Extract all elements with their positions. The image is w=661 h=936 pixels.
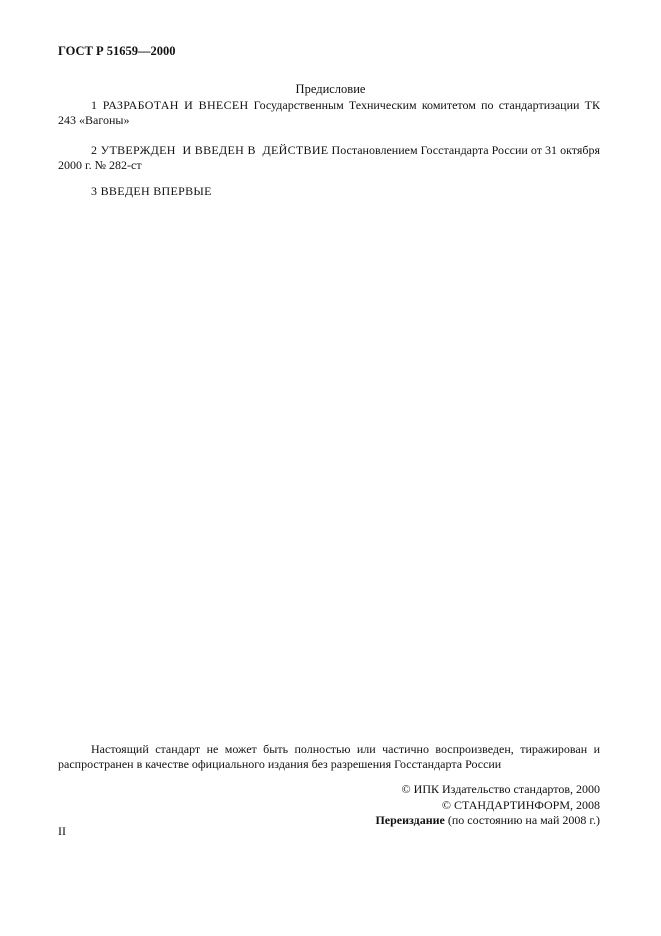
page-number: II	[58, 824, 66, 838]
foreword-item-1	[58, 98, 600, 128]
foreword-item-2	[58, 143, 600, 173]
copyright-line-2: © СТАНДАРТИНФОРМ, 2008	[441, 797, 600, 812]
foreword-item-3	[58, 184, 600, 199]
foreword-item-1-text: Государственным Техническим комитетом по стандартизации ТК 243 «Вагоны»	[58, 98, 600, 127]
reproduction-notice	[58, 742, 600, 772]
reissue-label: Переиздание	[375, 813, 445, 828]
copyright-block	[375, 782, 600, 829]
foreword-title: Предисловие	[295, 82, 366, 96]
reproduction-notice-text: Настоящий стандарт не может быть полностью или частично воспроизведен, тиражирован и распространен в качестве официального издания без разрешения Госстандарта России	[58, 742, 600, 771]
reissue-date: (по состоянию на май 2008 г.)	[444, 813, 600, 828]
foreword-item-1-caps: 1 РАЗРАБОТАН И ВНЕСЕН	[91, 98, 249, 112]
document-code: ГОСТ Р 51659—2000	[58, 44, 176, 58]
foreword-item-2-text: Постановлением Госстандарта России от 31 октября 2000 г. № 282-ст	[58, 143, 601, 172]
reissue-line	[375, 813, 600, 829]
foreword-item-2-caps: 2 УТВЕРЖДЕН И ВВЕДЕН В ДЕЙСТВИЕ	[91, 143, 329, 157]
foreword-item-3-caps: 3 ВВЕДЕН ВПЕРВЫЕ	[91, 184, 212, 198]
copyright-line-1: © ИПК Издательство стандартов, 2000	[401, 782, 600, 796]
